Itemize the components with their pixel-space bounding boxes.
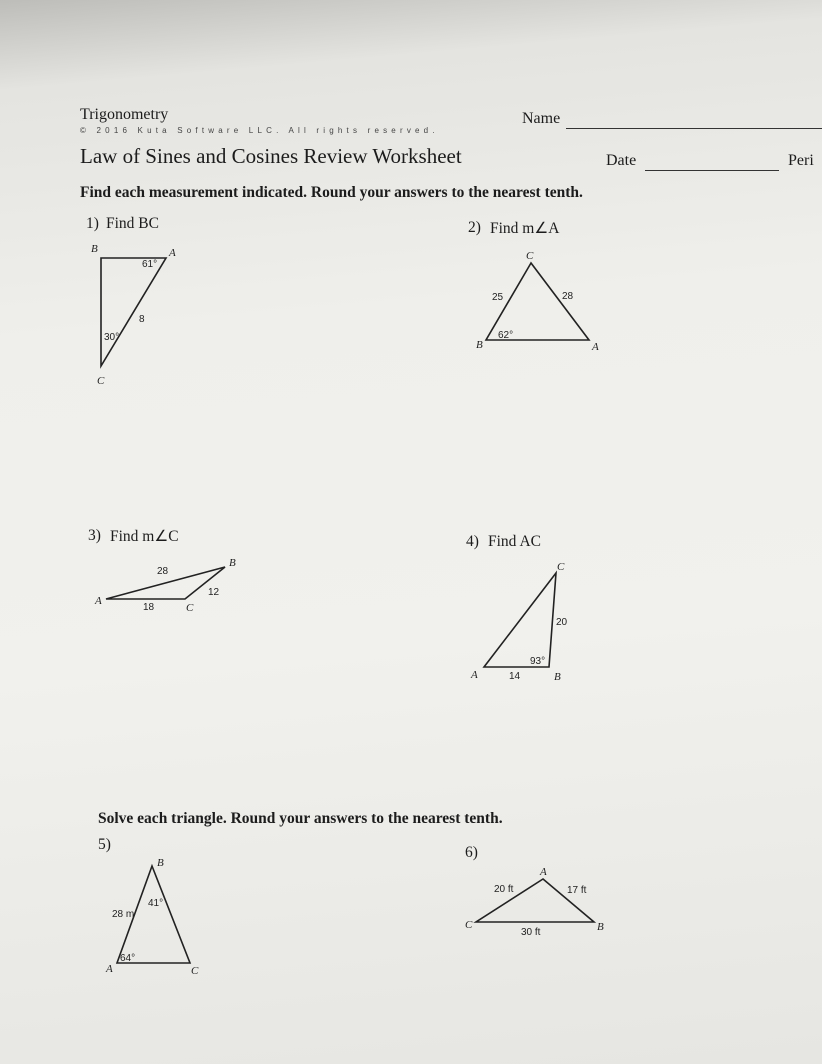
problem-3-number: 3) — [88, 527, 101, 544]
problem-3-side-bc: 12 — [208, 587, 220, 598]
problem-4-vertex-c: C — [557, 561, 565, 573]
problem-1-prompt: Find BC — [106, 215, 159, 232]
problem-6-side-ab: 17 ft — [567, 885, 587, 896]
problem-6-vertex-a: A — [540, 866, 547, 878]
problem-1-vertex-a: A — [169, 247, 176, 259]
section2-instruction: Solve each triangle. Round your answers to the nearest tenth. — [98, 810, 503, 827]
problem-1-number: 1) — [86, 215, 99, 232]
problem-2-vertex-b: B — [476, 339, 483, 351]
problem-4-side-ab: 14 — [509, 671, 521, 682]
name-label: Name — [522, 110, 561, 127]
problem-2-prompt: Find m∠A — [490, 220, 560, 237]
problem-3-prompt: Find m∠C — [110, 528, 179, 545]
problem-5-angle-b: 41° — [148, 898, 164, 909]
problem-4-number: 4) — [466, 533, 479, 550]
problem-5-side-ab: 28 m — [112, 909, 135, 920]
problem-2-side-ca: 28 — [562, 291, 574, 302]
problem-2-side-bc: 25 — [492, 292, 504, 303]
period-label: Peri — [788, 152, 814, 169]
subject-label: Trigonometry — [80, 106, 169, 123]
problem-3-vertex-b: B — [229, 557, 236, 569]
problem-5-number: 5) — [98, 836, 111, 853]
problem-2-vertex-a: A — [592, 341, 599, 353]
problem-4-prompt: Find AC — [488, 533, 541, 550]
problem-2-number: 2) — [468, 219, 481, 236]
problem-4-side-cb: 20 — [556, 617, 568, 628]
copyright-notice: © 2016 Kuta Software LLC. All rights reserved. — [80, 126, 439, 135]
problem-1-vertex-b: B — [91, 243, 98, 255]
problem-3-vertex-a: A — [95, 595, 102, 607]
problem-3-vertex-c: C — [186, 602, 194, 614]
problem-5-angle-a: 64° — [120, 953, 136, 964]
problem-1-side-ac: 8 — [139, 314, 145, 325]
problem-6-side-cb: 30 ft — [521, 927, 541, 938]
date-label: Date — [606, 152, 637, 169]
problem-1-vertex-c: C — [97, 375, 105, 387]
problem-4-vertex-a: A — [471, 669, 478, 681]
problem-3-side-ac: 18 — [143, 602, 155, 613]
problem-6-number: 6) — [465, 844, 478, 861]
problem-2-vertex-c: C — [526, 250, 534, 262]
problem-6-side-ca: 20 ft — [494, 884, 514, 895]
problem-1-angle-c: 30° — [104, 332, 120, 343]
problem-5-vertex-b: B — [157, 857, 164, 869]
section1-instruction: Find each measurement indicated. Round your answers to the nearest tenth. — [80, 184, 583, 201]
problem-5-vertex-c: C — [191, 965, 199, 977]
problem-5-vertex-a: A — [106, 963, 113, 975]
problem-3-side-ab: 28 — [157, 566, 169, 577]
problem-4-vertex-b: B — [554, 671, 561, 683]
worksheet-title: Law of Sines and Cosines Review Worksheet — [80, 144, 462, 168]
problem-4-angle-b: 93° — [530, 656, 546, 667]
problem-6-vertex-c: C — [465, 919, 473, 931]
problem-6-vertex-b: B — [597, 921, 604, 933]
problem-1-angle-a: 61° — [142, 259, 158, 270]
problem-2-angle-b: 62° — [498, 330, 514, 341]
